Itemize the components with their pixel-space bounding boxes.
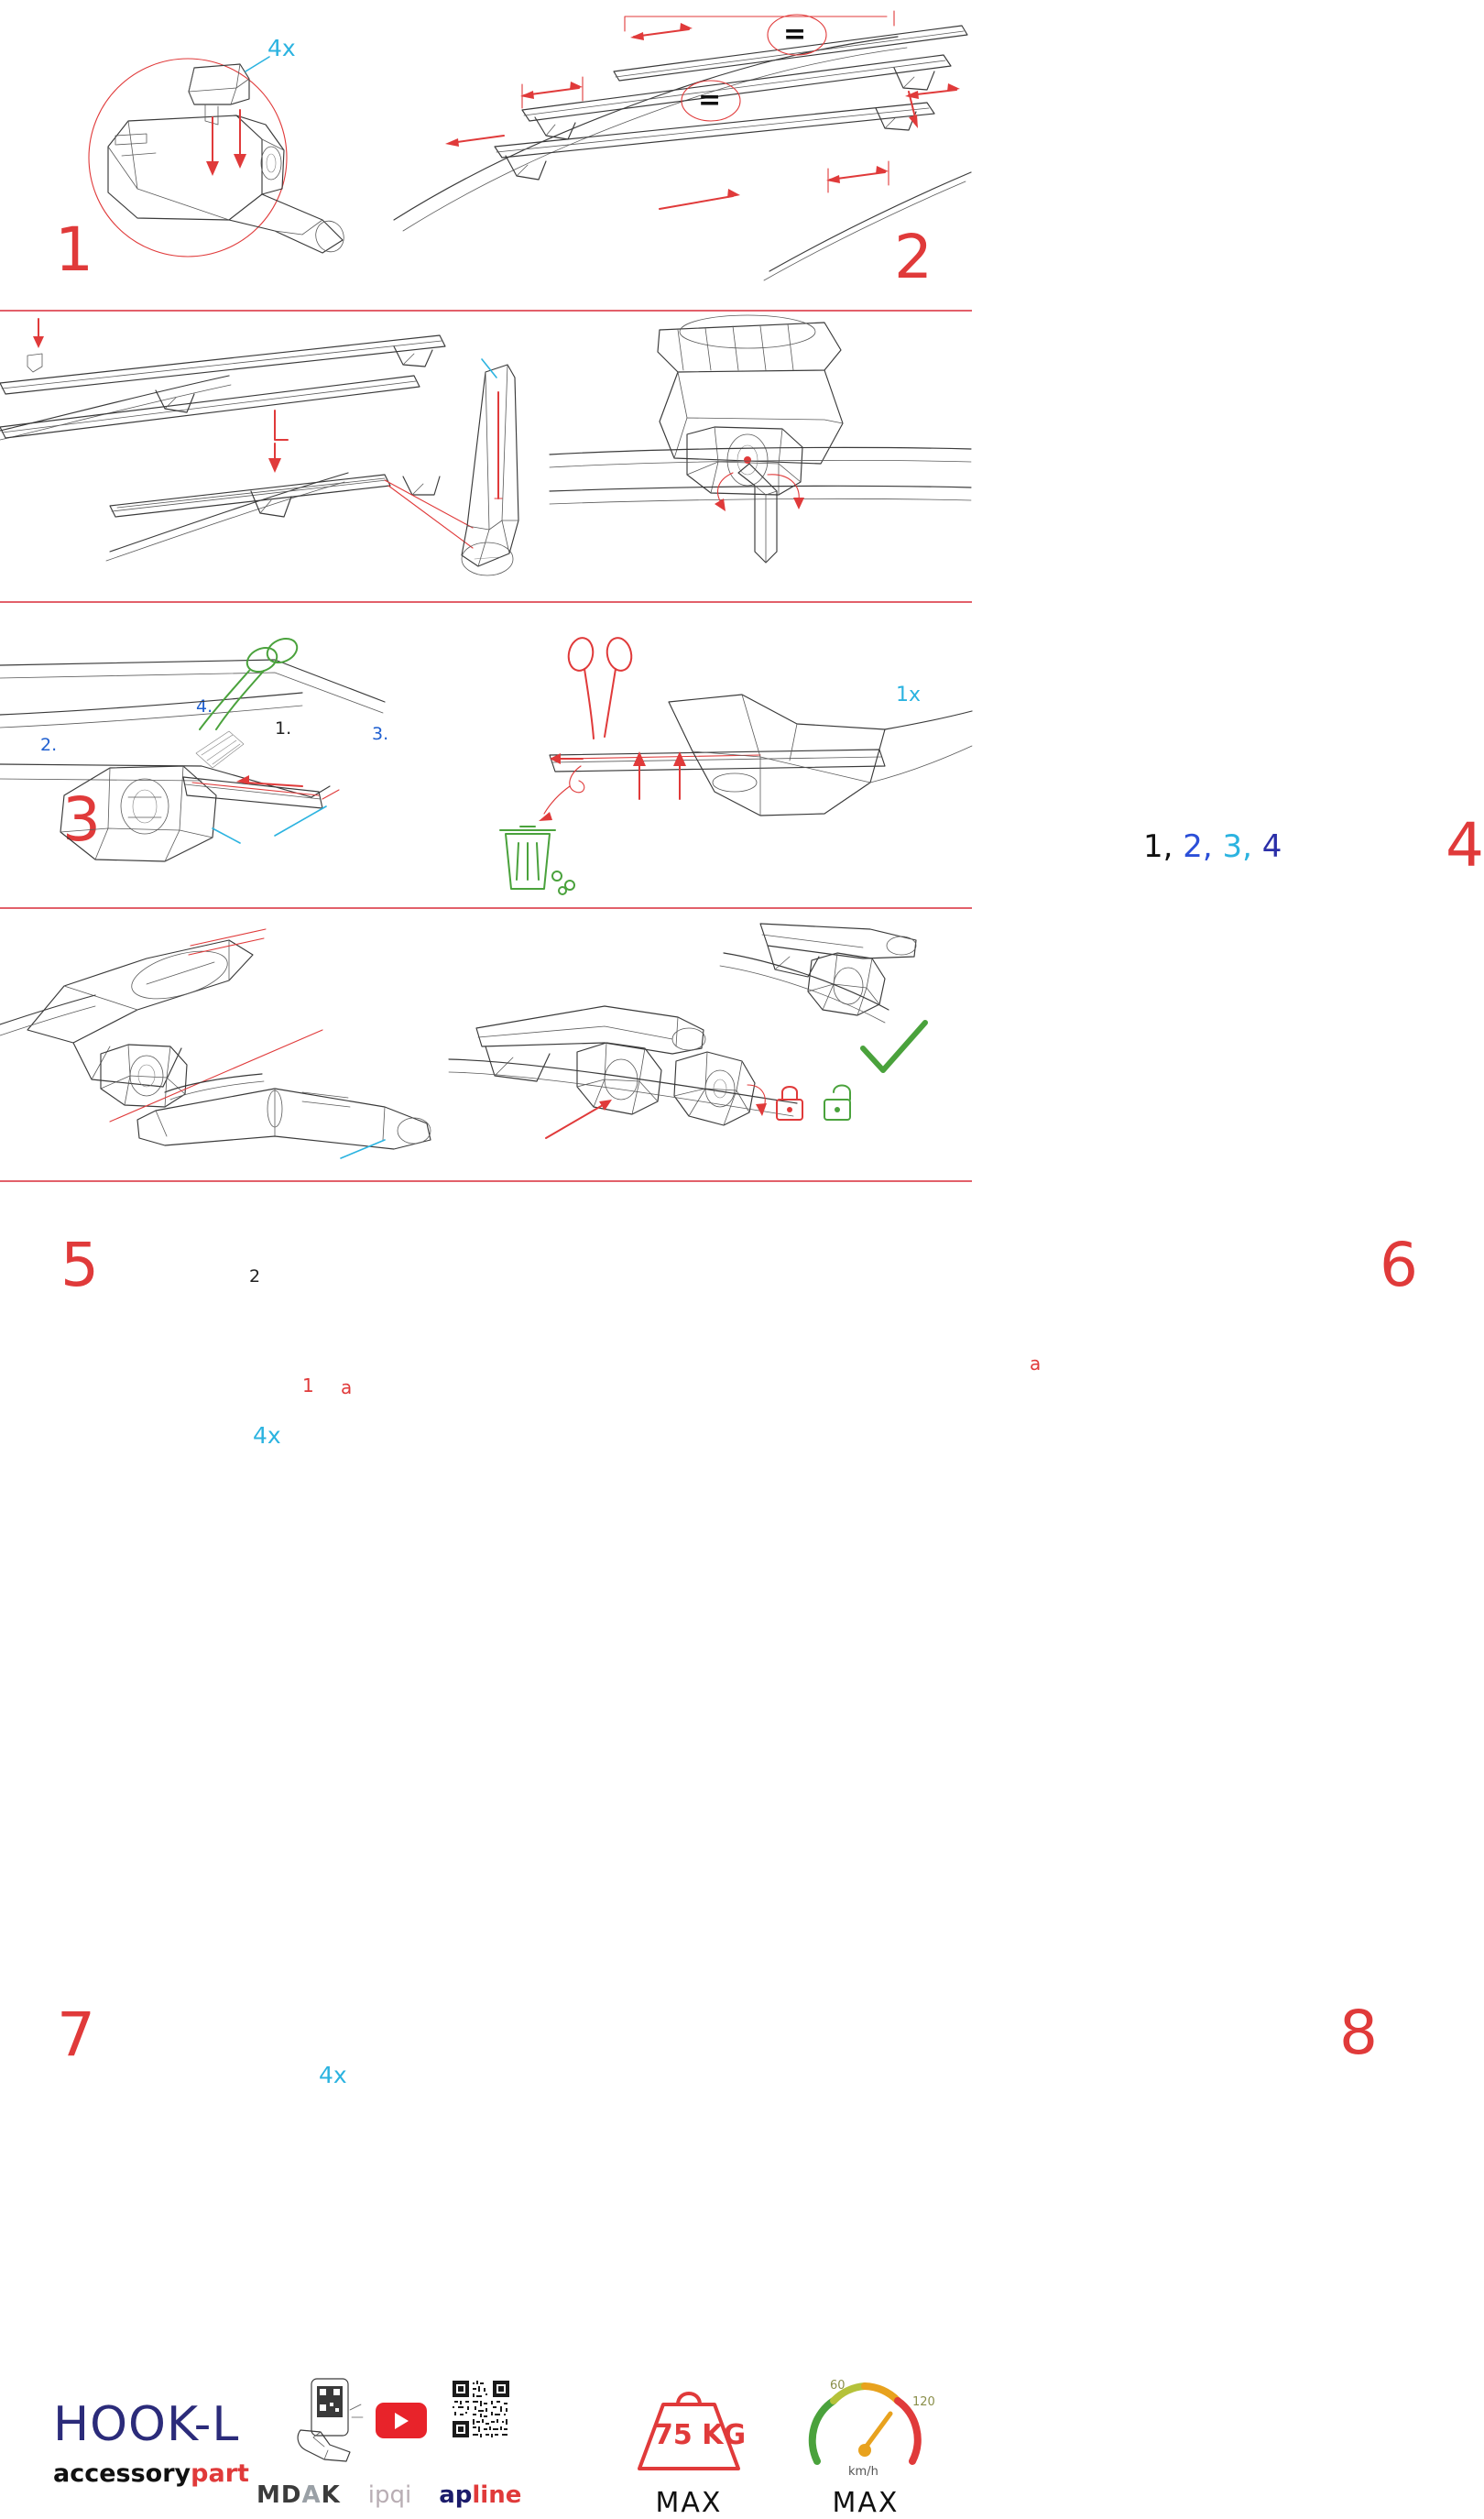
speed-max-text: MAX [832, 2487, 900, 2519]
step-5-callout-4x: 4x [253, 1422, 281, 1449]
step-7-illustration [0, 909, 476, 1180]
step-3-order-3: 3. [372, 724, 389, 744]
step-4-sequence [1143, 828, 1282, 865]
step-1-number: 1 [55, 214, 93, 285]
step-7-number: 7 [57, 1999, 95, 2070]
step-6-number: 6 [1380, 1230, 1418, 1300]
step-5-number: 5 [60, 1230, 99, 1300]
seq-4: 4 [1261, 828, 1282, 865]
step-3-number: 3 [62, 784, 101, 855]
seq-1: 1, [1143, 828, 1173, 865]
product-name: HOOK-L [53, 2397, 240, 2452]
step-5 [0, 603, 486, 1449]
seq-3: 3, [1222, 828, 1252, 865]
step-4-number: 4 [1446, 810, 1484, 881]
speed-max-label [806, 2483, 925, 2519]
step-2 [385, 0, 972, 310]
step-3-order-4: 4. [196, 696, 213, 717]
step-7 [0, 909, 476, 2088]
brand-block [53, 2397, 249, 2488]
step-1-callout-4x: 4x [267, 35, 296, 61]
youtube-icon[interactable] [376, 2403, 427, 2438]
speed-unit: km/h [848, 2465, 878, 2479]
step-2-illustration [385, 0, 972, 310]
step-6 [486, 603, 1418, 1374]
step-2-number: 2 [894, 222, 933, 292]
seq-2: 2, [1183, 828, 1213, 865]
step-6-label-a: a [1030, 1353, 1042, 1374]
step-5-illustration [0, 603, 486, 905]
step-6-illustration [486, 603, 972, 905]
logo-apline: apline [439, 2481, 522, 2509]
weight-max-text: MAX [655, 2487, 723, 2519]
qr-code-icon [453, 2381, 509, 2437]
speed-tick-high: 120 [912, 2395, 935, 2409]
step-5-label-a: a [341, 1376, 353, 1398]
step-3-order-1: 1. [275, 718, 292, 739]
phone-scan-icon [293, 2377, 365, 2465]
step-4-illustration [550, 312, 972, 601]
step-1 [0, 0, 385, 310]
step-5-label-1: 1 [302, 1374, 314, 1396]
step-8-number: 8 [1339, 1998, 1378, 2068]
step-5-label-2: 2 [249, 1266, 261, 1287]
brand-name-part1: accessory [53, 2459, 191, 2488]
brand-name [53, 2461, 249, 2486]
step-2-equal-2: = [698, 84, 722, 116]
partner-logos [256, 2481, 521, 2509]
step-3-callout-1x: 1x [896, 684, 922, 706]
step-2-equal-1: = [783, 18, 807, 50]
weight-max-label [632, 2483, 746, 2519]
step-8-illustration [449, 909, 972, 1180]
step-3-order-2: 2. [40, 735, 58, 755]
speed-tick-low: 60 [830, 2379, 846, 2393]
weight-value: 75 KG [654, 2419, 747, 2451]
step-8 [449, 909, 1378, 2068]
logo-mdak: MDAK [256, 2481, 341, 2509]
brand-name-part2: part [191, 2459, 249, 2488]
logo-ipqi: ipqi [367, 2481, 412, 2509]
step-7-callout-4x: 4x [319, 2062, 347, 2088]
